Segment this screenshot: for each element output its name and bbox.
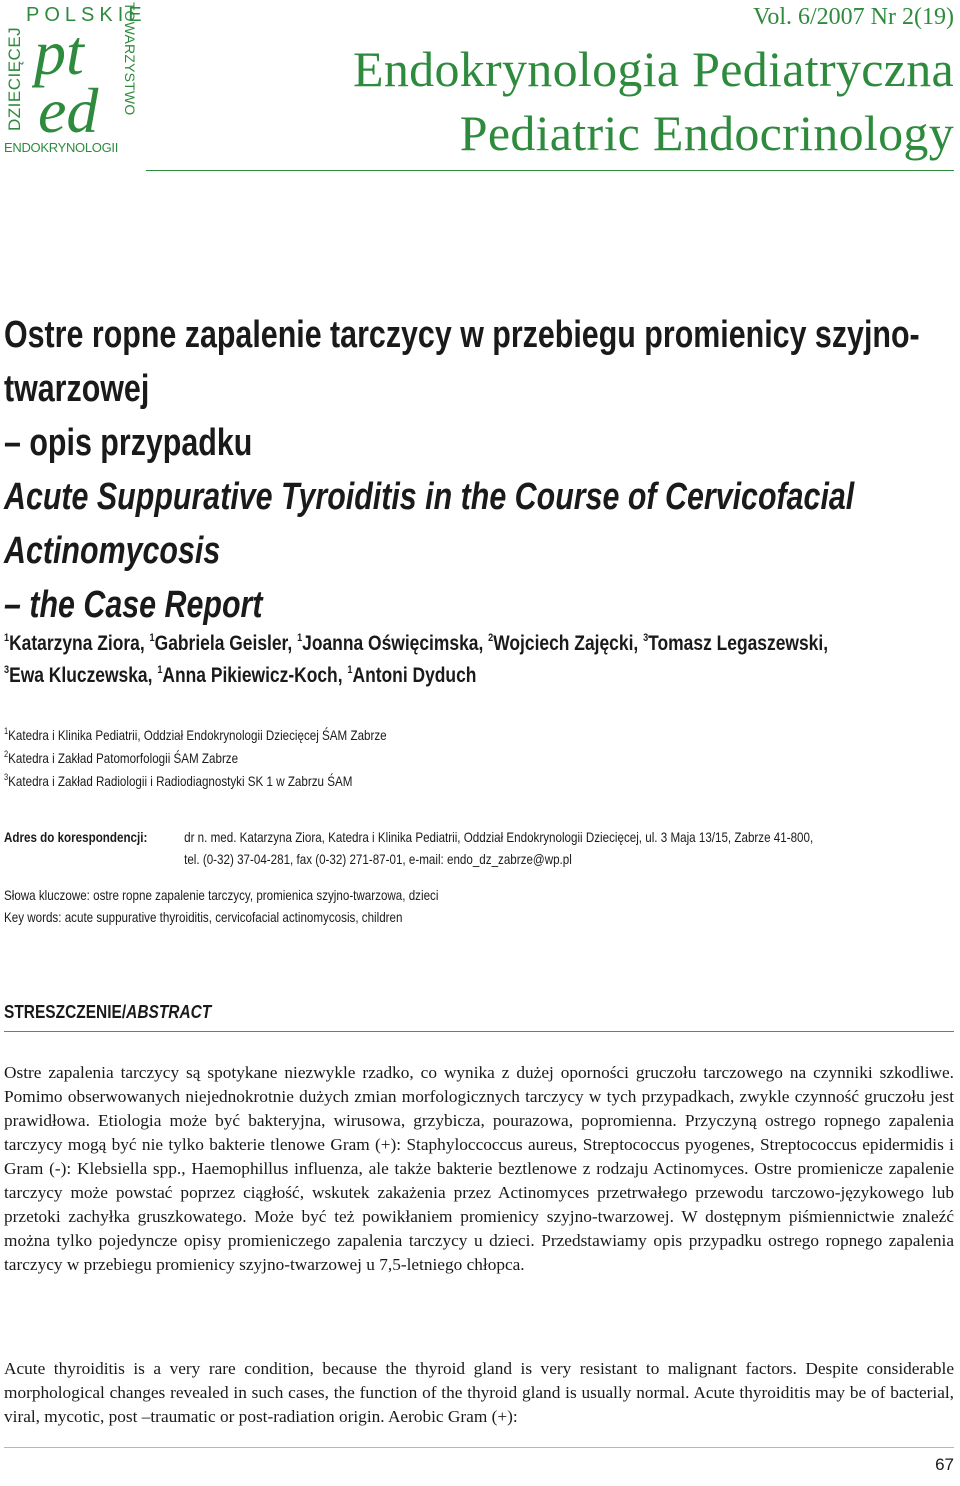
abstract-heading-pl: STRESZCZENIE/: [4, 1002, 127, 1022]
logo-glyph-icon: [32, 22, 104, 138]
abstract-heading: [4, 1002, 211, 1023]
footer-divider: [4, 1447, 954, 1448]
author-item: $^1$Gabriela Geisler,: [149, 632, 293, 655]
author-item: $^3$Tomasz Legaszewski,: [643, 632, 829, 655]
article-title-en-line1: Acute Suppurative Tyroiditis in the Course of Cervicofacial Actinomycosis: [4, 476, 855, 572]
article-title-pl: [4, 308, 956, 470]
logo-right-text: TOWARZYSTWO: [122, 2, 138, 116]
abstract-heading-en: ABSTRACT: [126, 1002, 212, 1022]
abstract-paragraph-pl: Ostre zapalenia tarczycy są spotykane niezwykle rzadko, co wynika z dużej oporności gruczołu tarczowego na czynniki szkodliwe. Pomimo obserwowanych niejednokrotnie dużych zmian morfologicznych tarczycy w tych przypadkach, zwykle czynność gruczołu jest prawidłowa. Etiologia może być bakteryjna, wirusowa, grzybicza, pourazowa, popromienna. Przyczyną ostrego ropnego zapalenia tarczycy mogą być nie tylko bakterie tlenowe Gram (+): Staphyloccoccus aureus, Streptococcus pyogenes, Streptococcus epidermidis i Gram (-): Klebsiella spp., Haemophillus influenza, ale także bakterie beztlenowe z rodzaju Actinomyces. Ostre promienicze zapalenie tarczycy może powstać poprzez ciągłość, wskutek zakażenia przez Actinomyces przetrwałego przewodu tarczowo-językowego lub przetoki zachyłka gruszkowatego. Może być też powikłaniem promienicy szyjno-twarzowej. W dostępnym piśmiennictwie znaleźć można tylko pojedyncze opisy promieniczego zapalenia tarczycy u dzieci. Przedstawiamy opis przypadku ostrego ropnego zapalenia tarczycy w przebiegu promienicy szyjno-twarzowej u 7,5-letniego chłopca.: [4, 1063, 954, 1274]
correspondence-label: Adres do korespondencji:: [4, 829, 148, 845]
author-item: $^1$Antoni Dyduch: [347, 664, 477, 687]
correspondence-line1: dr n. med. Katarzyna Ziora, Katedra i Klinika Pediatrii, Oddział Endokrynologii Dziecięcej, ul. 3 Maja 13/15, Zabrze 41-800,: [184, 829, 814, 845]
article-title-en: [4, 470, 956, 632]
article-title-pl-line2: – opis przypadku: [4, 422, 253, 464]
logo-bottom-text: ENDOKRYNOLOGII: [4, 140, 119, 155]
header-divider: [146, 170, 954, 171]
author-item: $^2$Wojciech Zajęcki,: [488, 632, 639, 655]
logo-glyph-line1: pt: [34, 22, 84, 88]
affiliation-item: $^3$Katedra i Zakład Radiologii i Radiodiagnostyki SK 1 w Zabrzu ŚAM: [4, 772, 353, 789]
abstract-paragraph-en: Acute thyroiditis is a very rare condition, because the thyroid gland is very resistant to malignant factors. Despite considerable morphological changes revealed in such cases, the function of the thyroid gland is usually normal. Acute thyroiditis may be of bacterial, viral, mycotic, post –traumatic or post-radiation origin. Aerobic Gram (+):: [4, 1359, 954, 1426]
author-item: $^1$Joanna Oświęcimska,: [297, 632, 484, 655]
logo-glyph-line2: ed: [38, 75, 99, 138]
logo-top-text: POLSKIE: [26, 4, 147, 26]
affiliation-item: $^1$Katedra i Klinika Pediatrii, Oddział Endokrynologii Dziecięcej ŚAM Zabrze: [4, 726, 387, 743]
abstract-divider: [4, 1031, 954, 1032]
correspondence-line2: tel. (0-32) 37-04-281, fax (0-32) 271-87-01, e-mail: endo_dz_zabrze@wp.pl: [184, 851, 572, 867]
article-title-en-line2: – the Case Report: [4, 584, 263, 626]
journal-title-en: Pediatric Endocrinology: [459, 105, 954, 161]
keywords-block: [4, 884, 959, 928]
author-line-1: [4, 628, 950, 660]
journal-title-pl: Endokrynologia Pediatryczna: [353, 41, 954, 97]
author-line-2: [4, 660, 950, 692]
author-item: $^3$Ewa Kluczewska,: [4, 664, 153, 687]
article-title-pl-line1: Ostre ropne zapalenie tarczycy w przebiegu promienicy szyjno-twarzowej: [4, 314, 920, 410]
journal-logo: [4, 2, 147, 156]
author-item: $^1$Anna Pikiewicz-Koch,: [157, 664, 343, 687]
affiliation-item: $^2$Katedra i Zakład Patomorfologii ŚAM Zabrze: [4, 749, 239, 766]
keywords-en: Key words: acute suppurative thyroiditis, cervicofacial actinomycosis, children: [4, 909, 403, 925]
author-list: [4, 628, 950, 692]
keywords-pl: Słowa kluczowe: ostre ropne zapalenie tarczycy, promienica szyjno-twarzowa, dzieci: [4, 887, 439, 903]
correspondence-address: [184, 826, 956, 870]
author-item: $^1$Katarzyna Ziora,: [4, 632, 145, 655]
logo-left-text: DZIECIĘCEJ: [5, 26, 24, 131]
page-number: 67: [935, 1455, 954, 1474]
affiliation-list: [4, 724, 959, 793]
volume-issue: Vol. 6/2007 Nr 2(19): [753, 4, 954, 30]
